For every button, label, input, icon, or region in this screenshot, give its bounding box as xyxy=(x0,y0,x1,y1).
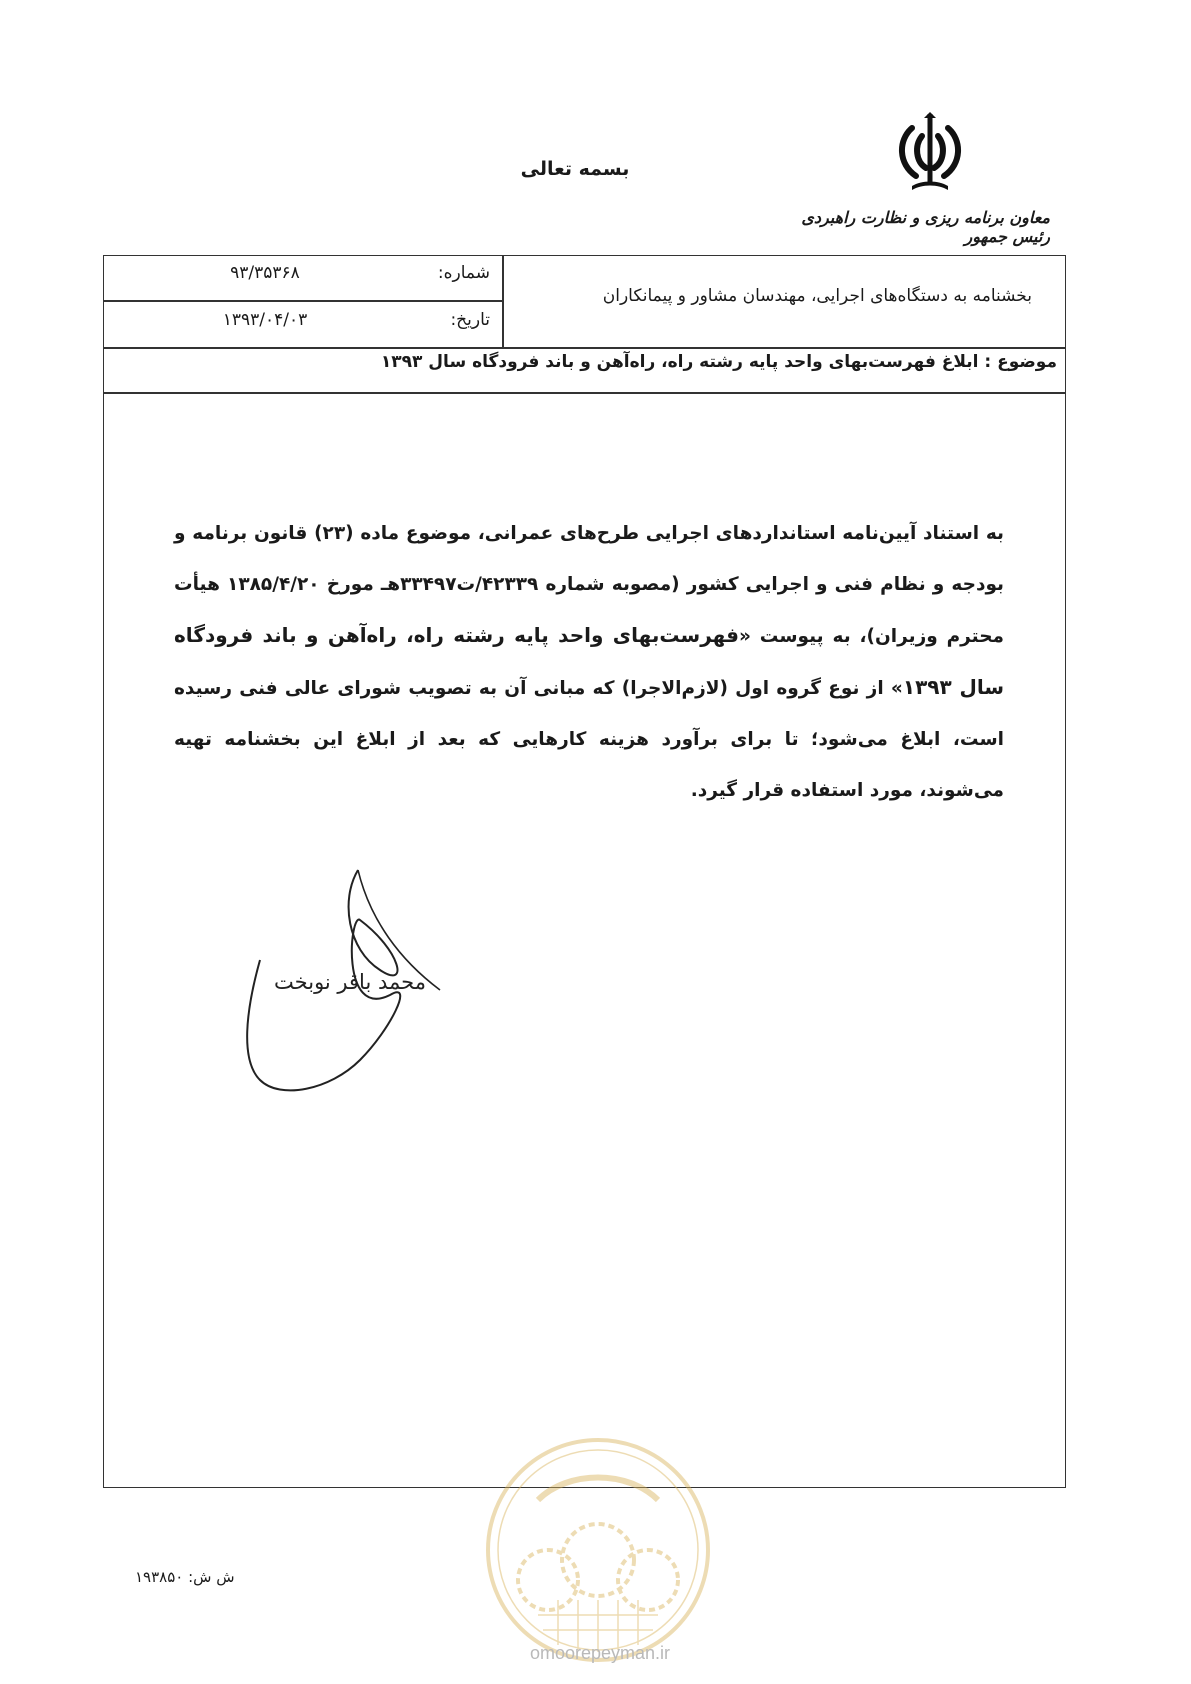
letter-body xyxy=(174,508,1004,816)
number-label: شماره: xyxy=(437,263,490,283)
recipients: بخشنامه به دستگاه‌های اجرایی، مهندسان مشاور و پیمانکاران xyxy=(602,286,1032,306)
serial-number: ش ش: ۱۹۳۸۵۰ xyxy=(135,1568,235,1586)
watermark-seal-icon xyxy=(478,1430,718,1670)
meta-column-divider xyxy=(502,255,504,348)
body-text-bold-title: فهرست‌بهای واحد پایه رشته راه، راه‌آهن و باند فرودگاه سال ۱۳۹۳ xyxy=(174,623,1004,699)
watermark-site-text: omoorepeyman.ir xyxy=(529,1643,671,1663)
subject-divider xyxy=(103,392,1066,394)
iran-emblem-icon xyxy=(890,108,970,198)
header-divider xyxy=(103,347,1066,349)
signatory-name: محمد باقر نوبخت xyxy=(274,970,426,994)
number-value: ۹۳/۳۵۳۶۸ xyxy=(230,263,300,283)
meta-divider xyxy=(103,300,503,302)
organization-name: معاون برنامه ریزی و نظارت راهبردی رئیس جمهور xyxy=(801,208,1050,246)
date-value: ۱۳۹۳/۰۴/۰۳ xyxy=(222,310,308,330)
date-label: تاریخ: xyxy=(450,310,490,330)
subject-line: موضوع : ابلاغ فهرست‌بهای واحد پایه رشته راه، راه‌آهن و باند فرودگاه سال ۱۳۹۳ xyxy=(380,352,1057,372)
body-text-part2: » از نوع گروه اول (لازم‌الاجرا) که مبانی آن به تصویب شورای عالی فنی رسیده است، ابلاغ می‌شود؛ تا برای برآورد هزینه کارهایی که بعد از ابلاغ این بخشنامه تهیه می‌شوند، مورد استفاده قرار گیرد. xyxy=(174,678,1004,801)
basmala: بسمه تعالی xyxy=(520,158,630,180)
body-text-part1: به استناد آیین‌نامه استانداردهای اجرایی طرح‌های عمرانی، موضوع ماده (۲۳) قانون برنامه و بودجه و نظام فنی و اجرایی کشور (مصوبه شماره ۴۲۳۳۹/ت۳۳۴۹۷هـ مورخ ۱۳۸۵/۴/۲۰ هیأت محترم وزیران)، به پیوست « xyxy=(174,523,1005,647)
